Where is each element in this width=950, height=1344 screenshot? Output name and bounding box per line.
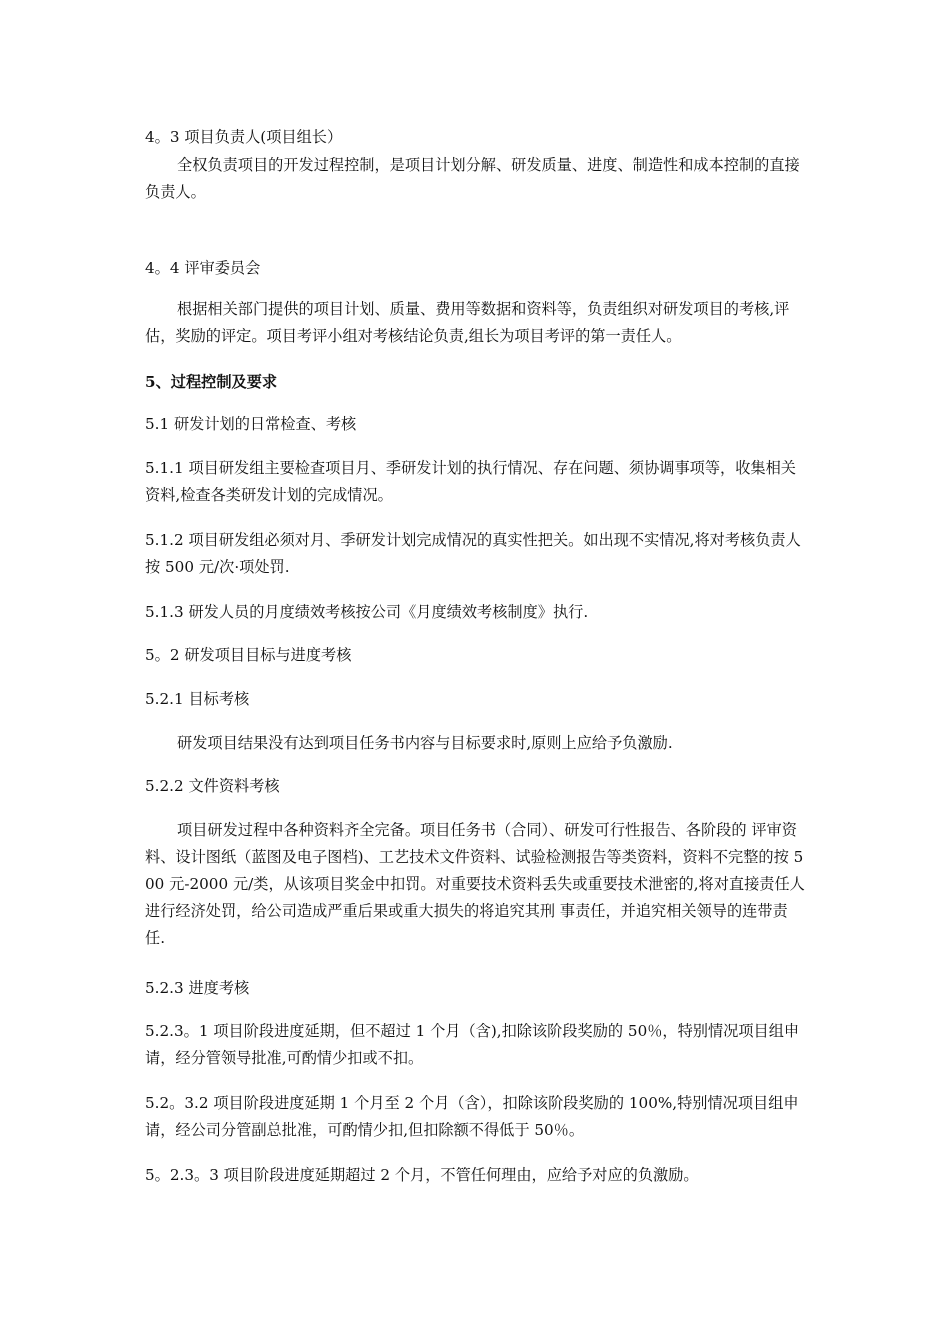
- paragraph-5-2-2: 项目研发过程中各种资料齐全完备。项目任务书（合同）、研发可行性报告、各阶段的 评审资料、设计图纸（蓝图及电子图档)、工艺技术文件资料、试验检测报告等类资料，资料不完整的按 500 元-2000 元/类，从该项目奖金中扣罚。对重要技术资料丢失或重要技术泄密的,将对直接责任人进行经济处罚，给公司造成严重后果或重大损失的将追究其刑 事责任，并追究相关领导的连带责任.: [145, 821, 805, 947]
- section-heading-4-3: 4。3 项目负责人(项目组长）: [145, 128, 343, 146]
- paragraph-5-2-3-3: 5。2.3。3 项目阶段进度延期超过 2 个月，不管任何理由，应给予对应的负激励。: [145, 1166, 699, 1184]
- section-heading-4-4: 4。4 评审委员会: [145, 259, 261, 277]
- section-heading-5-2-1: 5.2.1 目标考核: [145, 690, 250, 708]
- section-heading-5-2-2: 5.2.2 文件资料考核: [145, 777, 280, 795]
- paragraph-5-1-1: 5.1.1 项目研发组主要检查项目月、季研发计划的执行情况、存在问题、须协调事项等，收集相关资料,检查各类研发计划的完成情况。: [145, 459, 796, 504]
- paragraph-project-leader: 全权负责项目的开发过程控制，是项目计划分解、研发质量、进度、制造性和成本控制的直接负责人。: [145, 156, 800, 201]
- section-heading-5-1: 5.1 研发计划的日常检查、考核: [145, 415, 357, 433]
- section-heading-5-2: 5。2 研发项目目标与进度考核: [145, 646, 352, 664]
- section-heading-5: 5、过程控制及要求: [145, 373, 278, 391]
- paragraph-review-committee: 根据相关部门提供的项目计划、质量、费用等数据和资料等，负责组织对研发项目的考核,评估，奖励的评定。项目考评小组对考核结论负责,组长为项目考评的第一责任人。: [145, 300, 790, 345]
- paragraph-5-2-3-2: 5.2。3.2 项目阶段进度延期 1 个月至 2 个月（含），扣除该阶段奖励的 100%,特别情况项目组申请，经公司分管副总批准，可酌情少扣,但扣除额不得低于 50％。: [145, 1094, 799, 1139]
- section-heading-5-2-3: 5.2.3 进度考核: [145, 979, 250, 997]
- paragraph-5-2-3-1: 5.2.3。1 项目阶段进度延期，但不超过 1 个月（含),扣除该阶段奖励的 50％，特别情况项目组申请，经分管领导批准,可酌情少扣或不扣。: [145, 1022, 800, 1067]
- paragraph-5-1-2: 5.1.2 项目研发组必须对月、季研发计划完成情况的真实性把关。如出现不实情况,将对考核负责人按 500 元/次·项处罚.: [145, 531, 801, 576]
- paragraph-5-1-3: 5.1.3 研发人员的月度绩效考核按公司《月度绩效考核制度》执行.: [145, 603, 589, 621]
- paragraph-5-2-1: 研发项目结果没有达到项目任务书内容与目标要求时,原则上应给予负激励.: [177, 734, 673, 752]
